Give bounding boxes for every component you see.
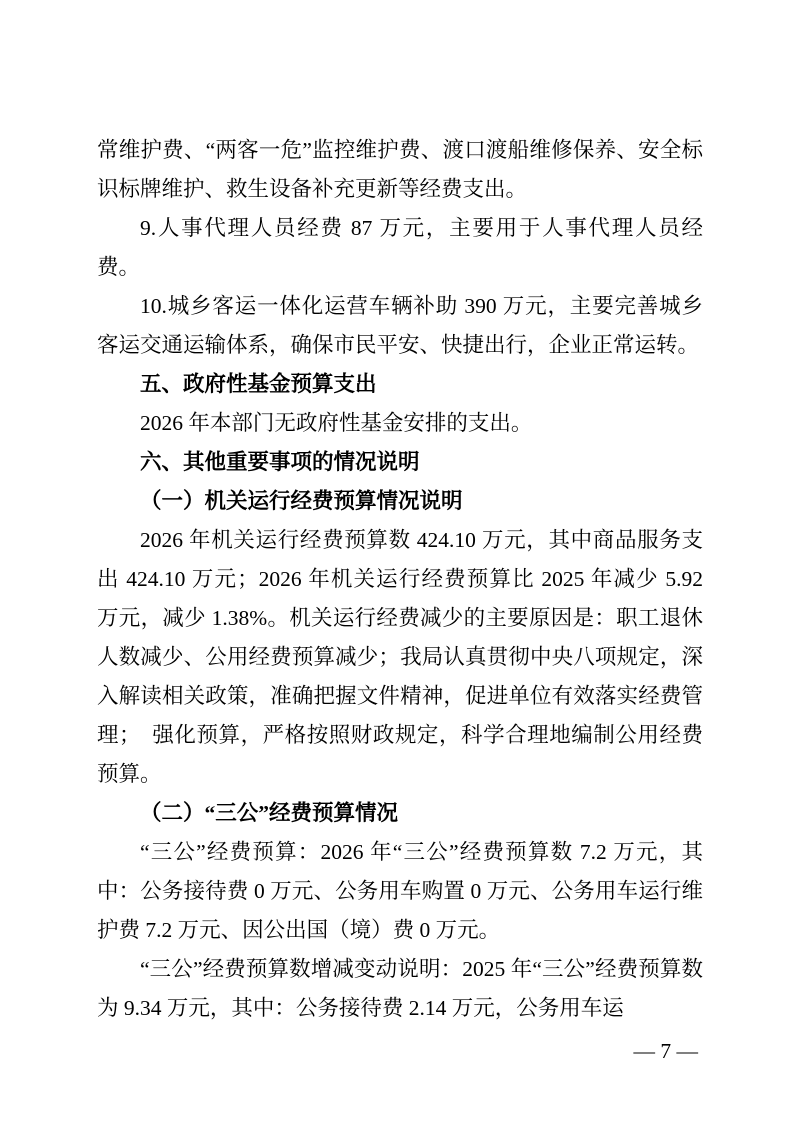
body-paragraph: “三公”经费预算数增减变动说明：2025 年“三公”经费预算数为 9.34 万元，其中：公务接待费 2.14 万元，公务用车运 — [97, 957, 703, 1020]
section-heading: 六、其他重要事项的情况说明 — [140, 450, 420, 474]
body-paragraph: 2026 年本部门无政府性基金安排的支出。 — [140, 411, 533, 435]
body-paragraph: “三公”经费预算：2026 年“三公”经费预算数 7.2 万元，其中：公务接待费 0 万元、公务用车购置 0 万元、公务用车运行维护费 7.2 万元、因公出国（境）费 0 万元。 — [97, 840, 703, 942]
body-paragraph: 2026 年机关运行经费预算数 424.10 万元，其中商品服务支出 424.10 万元；2026 年机关运行经费预算比 2025 年减少 5.92 万元，减少 1.38%。机关运行经费减少的主要原因是：职工退休人数减少、公用经费预算减少；我局认真贯彻中央八项规定，深入解读相关政策，准确把握文件精神，促进单位有效落实经费管理； 强化预算，严格按照财政规定，科学合理地编制公用经费预算。 — [97, 528, 703, 786]
section-heading: 五、政府性基金预算支出 — [140, 372, 377, 396]
sub-heading: （二）“三公”经费预算情况 — [140, 801, 399, 825]
body-paragraph: 10.城乡客运一体化运营车辆补助 390 万元，主要完善城乡客运交通运输体系，确保市民平安、快捷出行，企业正常运转。 — [97, 294, 703, 357]
document-body — [97, 131, 703, 1028]
body-paragraph: 常维护费、“两客一危”监控维护费、渡口渡船维修保养、安全标识标牌维护、救生设备补充更新等经费支出。 — [97, 138, 703, 201]
body-paragraph: 9.人事代理人员经费 87 万元，主要用于人事代理人员经费。 — [97, 216, 703, 279]
page-number: — 7 — — [633, 1039, 698, 1063]
sub-heading: （一）机关运行经费预算情况说明 — [140, 489, 463, 513]
